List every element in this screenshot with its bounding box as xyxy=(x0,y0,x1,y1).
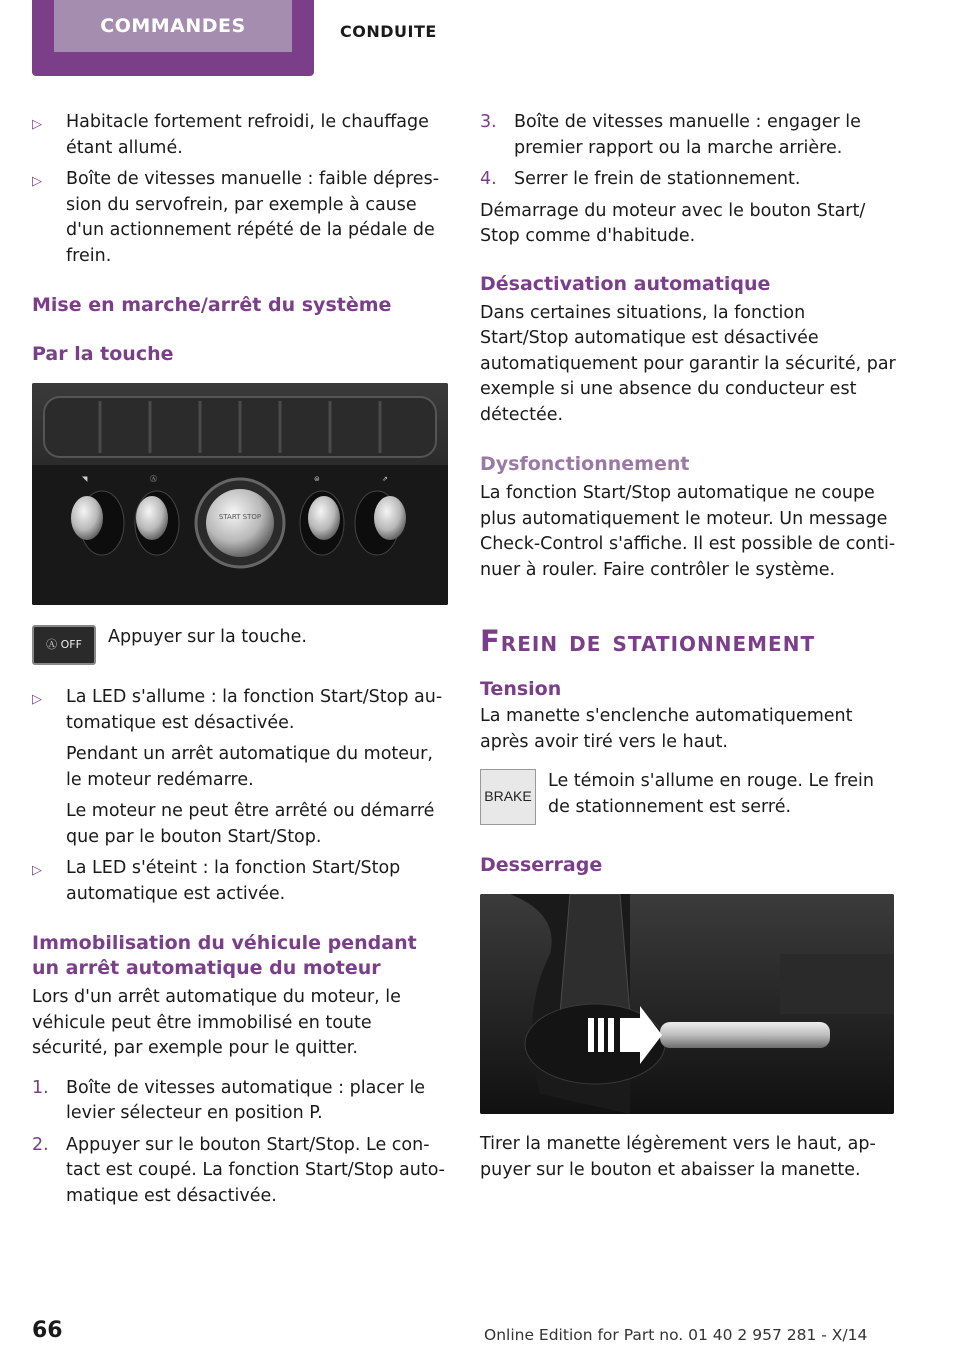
list-item xyxy=(480,110,896,161)
brake-warning-icon: BRAKE xyxy=(480,769,536,825)
svg-text:⊜: ⊜ xyxy=(314,475,320,483)
led-off-text: La LED s'éteint : la fonction Start/Stop automatique est activée. xyxy=(66,858,401,904)
left-column xyxy=(32,110,448,1215)
list-item xyxy=(32,856,448,907)
heading-immobilisation: Immobilisation du véhicule pendant un arrêt automatique du moteur xyxy=(32,932,417,979)
footer-edition: Online Edition for Part no. 01 40 2 957 281 - X/14 xyxy=(484,1326,868,1344)
step-text: Serrer le frein de stationnement. xyxy=(514,169,801,189)
svg-text:Ⓐ: Ⓐ xyxy=(150,475,157,483)
triangle-bullet-icon: ▷ xyxy=(32,692,42,707)
button-caption: Appuyer sur la touche. xyxy=(108,627,307,647)
heading-par-la-touche: Par la touche xyxy=(32,343,174,365)
heading-desserrage: Desserrage xyxy=(480,854,603,876)
button-caption-row xyxy=(32,625,448,665)
tab-conduite[interactable]: CONDUITE xyxy=(340,22,437,41)
auto-start-stop-off-icon: Ⓐ OFF xyxy=(32,625,96,665)
step-number: 4. xyxy=(480,169,497,189)
restart-text: Démarrage du moteur avec le bouton Start/ Stop comme d'habitude. xyxy=(480,200,866,246)
step-number: 2. xyxy=(32,1134,49,1155)
tab-commandes-label[interactable]: COMMANDES xyxy=(54,0,292,52)
list-item xyxy=(32,1133,448,1210)
led-on-text: La LED s'allume : la fonction Start/Stop automatique est désactivée. xyxy=(66,687,443,733)
svg-text:⇗: ⇗ xyxy=(382,475,388,483)
heading-tension: Tension xyxy=(480,678,562,700)
list-item xyxy=(32,1076,448,1127)
parking-brake-image xyxy=(480,894,894,1114)
triangle-bullet-icon: ▷ xyxy=(32,174,42,189)
step-number: 3. xyxy=(480,112,497,132)
brake-warning-row xyxy=(480,769,896,825)
heading-desactivation: Désactivation automatique xyxy=(480,272,771,295)
heading-mise-en-marche: Mise en marche/arrêt du système xyxy=(32,294,392,316)
parking-brake-illustration xyxy=(480,894,894,1114)
led-on-detail: Le moteur ne peut être arrêté ou démarré que par le bouton Start/Stop. xyxy=(66,801,435,847)
tension-text: La manette s'enclenche automatiquement après avoir tiré vers le haut. xyxy=(480,706,853,752)
heading-frein-de-stationnement: Frein de stationnement xyxy=(480,624,816,658)
svg-text:◥: ◥ xyxy=(82,475,88,483)
right-column xyxy=(480,110,896,1183)
console-buttons-image xyxy=(32,383,448,605)
step-text: Boîte de vitesses manuelle : engager le premier rapport ou la marche arrière. xyxy=(514,112,861,158)
step-text: Boîte de vitesses automatique : placer le levier sélecteur en position P. xyxy=(66,1077,426,1123)
step-text: Appuyer sur le bouton Start/Stop. Le contact est coupé. La fonction Start/Stop automatique est désactivée. xyxy=(66,1134,445,1206)
brake-text: Le témoin s'allume en rouge. Le frein de stationnement est serré. xyxy=(548,771,875,817)
start-stop-label: START STOP xyxy=(218,513,262,521)
list-item xyxy=(480,167,896,193)
triangle-bullet-icon: ▷ xyxy=(32,863,42,878)
list-item xyxy=(32,167,448,269)
list-item xyxy=(32,110,448,161)
triangle-bullet-icon: ▷ xyxy=(32,117,42,132)
dysfonctionnement-text: La fonction Start/Stop automatique ne coupe plus automatiquement le moteur. Un message Check-Control s'affiche. Il est possible de continuer à rouler. Faire contrôler le système. xyxy=(480,483,896,580)
bullet-text: Habitacle fortement refroidi, le chauffage étant allumé. xyxy=(66,112,429,158)
list-item xyxy=(32,685,448,850)
step-number: 1. xyxy=(32,1077,49,1098)
led-on-detail: Pendant un arrêt automatique du moteur, le moteur redémarre. xyxy=(66,744,433,790)
desserrage-text: Tirer la manette légèrement vers le haut, appuyer sur le bouton et abaisser la manette. xyxy=(480,1134,876,1180)
bullet-text: Boîte de vitesses manuelle : faible dépression du servofrein, par exemple à cause d'un actionnement répété de la pédale de frein. xyxy=(66,169,440,266)
desactivation-text: Dans certaines situations, la fonction Start/Stop automatique est désactivée automatiquement pour garantir la sécurité, par exemple si une absence du conducteur est détectée. xyxy=(480,302,896,425)
console-illustration xyxy=(32,383,448,605)
immobilisation-text: Lors d'un arrêt automatique du moteur, le véhicule peut être immobilisé en toute sécurité, par exemple pour le quitter. xyxy=(32,987,401,1058)
page-number: 66 xyxy=(32,1318,63,1343)
heading-dysfonctionnement: Dysfonctionnement xyxy=(480,453,690,475)
